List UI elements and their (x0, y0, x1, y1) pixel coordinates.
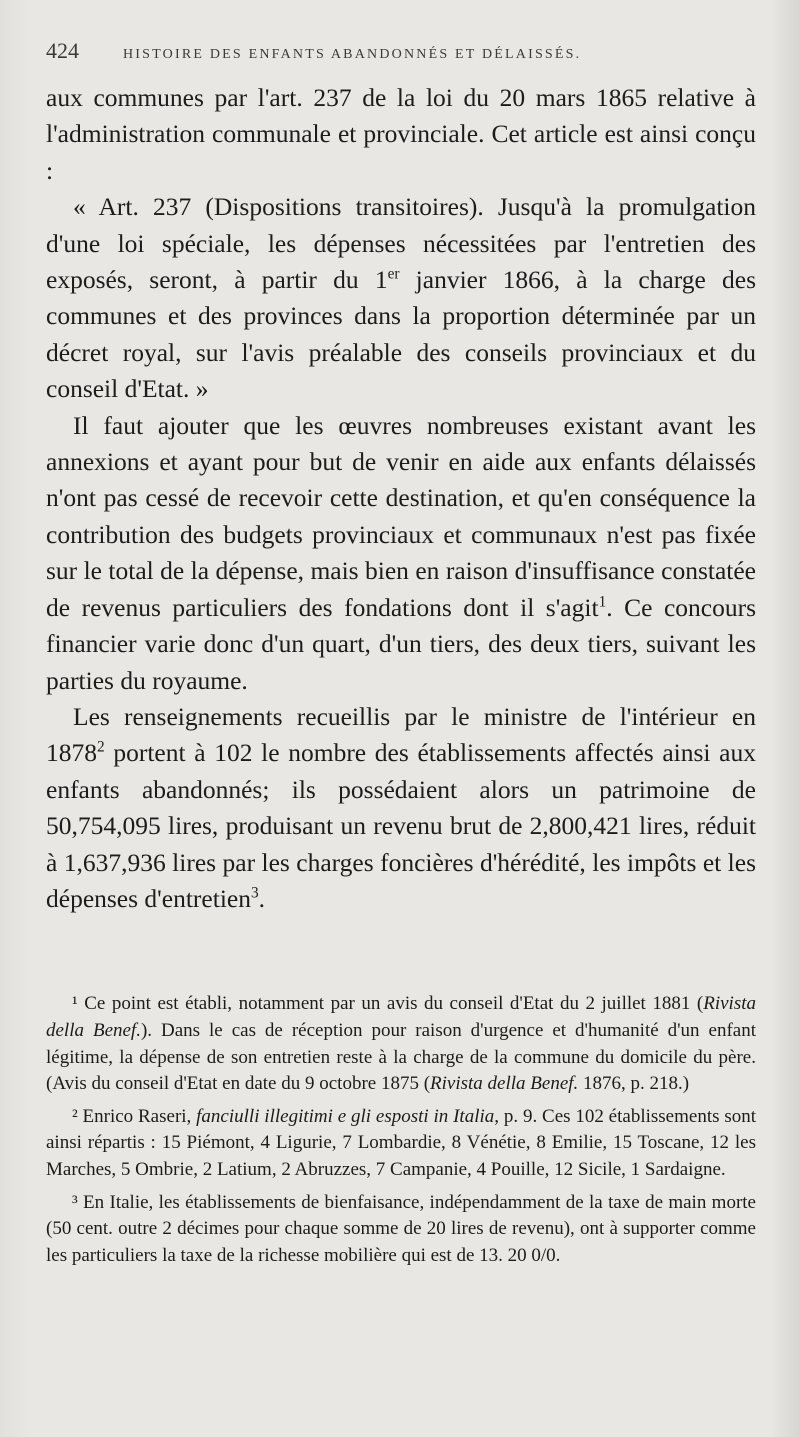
footnote-1-text-c: 1876, p. 218.) (578, 1073, 690, 1095)
footnote-1-text-a: Ce point est établi, notamment par un avis du conseil d'Etat du 2 juillet 1881 ( (77, 993, 704, 1015)
footnote-3-mark: ³ (72, 1191, 78, 1213)
paragraph-2-text-a: « Art. 237 (Dispositions transitoires). Jusqu'à la promulgation d'une loi spéciale, les dépenses nécessitées par l'entretien des exposés, seront, à partir du 1 (46, 192, 756, 295)
footnote-ref-2: 2 (97, 738, 105, 756)
paragraph-3-text-a: Il faut ajouter que les œuvres nombreuses existant avant les annexions et ayant pour but de venir en aide aux enfants délaissés n'ont pas cessé de recevoir cette destination, et qu'en conséquence la contribution des budgets provinciaux et communaux n'est pas fixée sur le total de la dépense, mais bien en raison d'insuffisance constatée de revenus particuliers des fondations dont il s'agit (46, 410, 756, 622)
footnote-2 (46, 1104, 756, 1184)
ordinal-superscript: er (387, 265, 400, 283)
running-header (46, 38, 756, 72)
paragraph-3 (46, 408, 756, 699)
footnote-2-text-a: Enrico Raseri, (77, 1105, 197, 1127)
paragraph-2 (46, 189, 756, 407)
paragraph-2-text-b: janvier 1866, à la charge des communes et des provinces dans la proportion déterminée par un décret royal, sur l'avis préalable des conseils provinciaux et du conseil d'Etat. » (46, 265, 757, 404)
footnote-1-citation-1: Rivista della Benef. (46, 993, 756, 1041)
page-number: 424 (46, 38, 79, 63)
footnote-3-text: En Italie, les établissements de bienfaisance, indépendamment de la taxe de main morte (50 cent. outre 2 décimes pour chaque somme de 20 lires de revenu), ont à supporter comme les particuliers la taxe de la richesse mobilière qui est de 13. 20 0/0. (46, 1191, 756, 1266)
footnote-2-mark: ² (72, 1105, 78, 1127)
paragraph-1-text: aux communes par l'art. 237 de la loi du 20 mars 1865 relative à l'administration communale et provinciale. Cet article est ainsi conçu : (46, 83, 756, 185)
main-text (46, 80, 756, 917)
footnote-1-citation-2: Rivista della Benef. (430, 1073, 579, 1095)
paragraph-1 (46, 80, 756, 189)
footnote-1 (46, 991, 756, 1097)
footnote-3 (46, 1190, 756, 1270)
footnote-1-mark: ¹ (72, 993, 78, 1015)
footnote-2-text-b: , p. 9. Ces 102 établissements sont ainsi répartis : 15 Piémont, 4 Ligurie, 7 Lombardie, 8 Vénétie, 8 Emilie, 15 Toscane, 12 les Marches, 5 Ombrie, 2 Latium, 2 Abruzzes, 7 Campanie, 4 Pouille, 12 Sicile, 1 Sardaigne. (46, 1105, 757, 1180)
footnote-1-text-b: ). Dans le cas de réception pour raison d'urgence et d'humanité d'un enfant légitime, la dépense de son entretien reste à la charge de la commune du domicile du père. (Avis du conseil d'Etat en date du 9 octobre 1875 ( (46, 1019, 756, 1095)
paragraph-4-text-a: Les renseignements recueillis par le ministre de l'intérieur en 1878 (46, 701, 756, 768)
footnote-ref-3: 3 (250, 884, 259, 902)
paragraph-4 (46, 699, 756, 917)
footnote-ref-1: 1 (598, 593, 607, 611)
footnote-2-citation: fanciulli illegitimi e gli esposti in Italia (196, 1105, 495, 1127)
paragraph-3-text-b: . Ce concours financier varie donc d'un quart, d'un tiers, des deux tiers, suivant les parties du royaume. (46, 592, 756, 695)
paragraph-4-text-b: portent à 102 le nombre des établissements affectés ainsi aux enfants abandonnés; ils possédaient alors un patrimoine de 50,754,095 lires, produisant un revenu brut de 2,800,421 lires, réduit à 1,637,936 lires par les charges foncières d'hérédité, les impôts et les dépenses d'entretien (46, 738, 756, 913)
running-title: HISTOIRE DES ENFANTS ABANDONNÉS ET DÉLAISSÉS. (123, 47, 582, 62)
footnotes (46, 991, 756, 1269)
paragraph-4-text-c: . (258, 883, 266, 913)
